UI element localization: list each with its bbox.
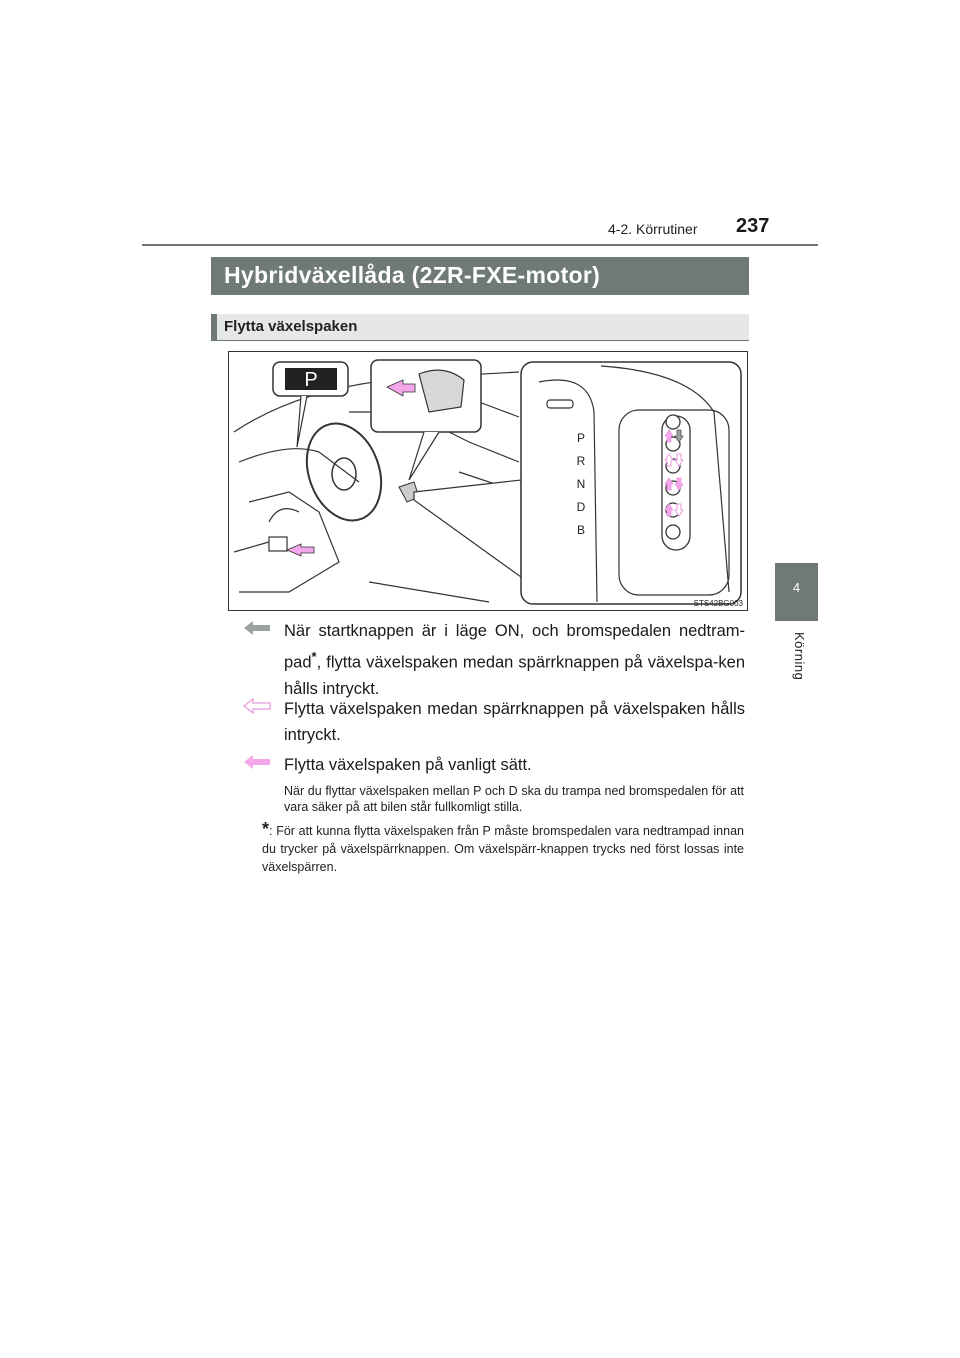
brake-pedal-icon xyxy=(269,537,287,551)
footnote xyxy=(262,820,744,876)
pink-outline-arrow-icon xyxy=(243,698,271,714)
gear-letter-n: N xyxy=(576,477,586,491)
brake-pedal-arrow-icon xyxy=(287,544,314,556)
instruction-item-pink-solid xyxy=(243,752,745,778)
subsection-accent xyxy=(211,314,217,340)
page-title-bar xyxy=(211,257,749,295)
gray-arrow-icon xyxy=(243,620,271,636)
gear-letter-b: B xyxy=(576,523,586,537)
shift-lever-illustration xyxy=(228,351,748,611)
page-title: Hybridväxellåda (2ZR-FXE-motor) xyxy=(224,262,601,288)
subsection-bar xyxy=(211,314,749,341)
instruction-text: Flytta växelspaken på vanligt sätt. xyxy=(284,756,532,774)
gear-letter-d: D xyxy=(576,500,586,514)
instruction-text: När startknappen är i läge ON, och bromspedalen nedtram-pad*, flytta växelspaken medan spärrknappen på växelspa-ken hålls intryckt. xyxy=(284,622,745,698)
section-heading: 4-2. Körrutiner xyxy=(608,221,698,237)
figure-code: STS42BG003 xyxy=(693,599,743,608)
note-text: När du flyttar växelspaken mellan P och D ska du trampa ned bromspedalen för att vara säker på att bilen står fullkomligt stilla. xyxy=(284,784,744,814)
instruction-text: Flytta växelspaken medan spärrknappen på växelspaken hålls intryckt. xyxy=(284,700,745,744)
subsection-title: Flytta växelspaken xyxy=(224,318,358,335)
page-number: 237 xyxy=(736,215,770,237)
header-divider xyxy=(142,244,818,246)
illustration-svg xyxy=(229,352,747,610)
instruction-item-gray xyxy=(243,618,745,698)
gear-letter-p: P xyxy=(576,431,586,445)
footnote-text: : För att kunna flytta växelspaken från P måste bromspedalen vara nedtrampad innan du trycker på växelspärrknappen. Om växelspärr-knappen trycks ned först lossas inte växelspärren. xyxy=(262,824,744,874)
footnote-star: * xyxy=(262,819,270,839)
chapter-tab[interactable] xyxy=(775,563,818,621)
shift-gate-callout xyxy=(521,362,741,604)
instruction-item-pink-outline xyxy=(243,696,745,748)
p-display-letter: P xyxy=(304,369,318,391)
chapter-number: 4 xyxy=(792,580,801,595)
chapter-label: Körning xyxy=(792,632,807,681)
pink-solid-arrow-icon xyxy=(243,754,271,770)
gear-letter-r: R xyxy=(576,454,586,468)
